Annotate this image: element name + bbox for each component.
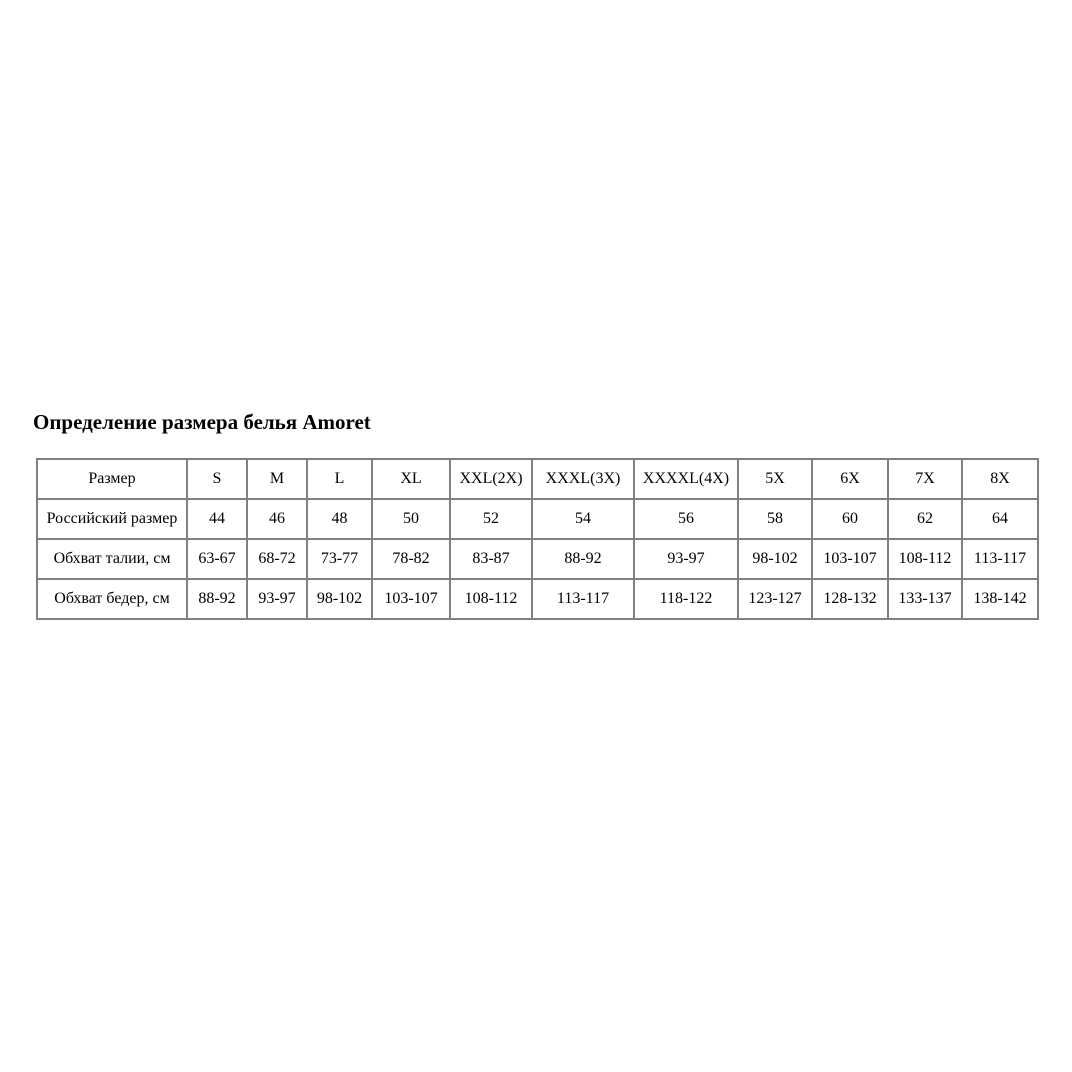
table-cell: 83-87 (450, 539, 532, 579)
table-row-waist (37, 539, 1038, 579)
table-cell: 93-97 (634, 539, 738, 579)
table-row-hips (37, 579, 1038, 619)
table-cell: 123-127 (738, 579, 812, 619)
table-cell: 60 (812, 499, 888, 539)
table-cell: 56 (634, 499, 738, 539)
table-cell: 133-137 (888, 579, 962, 619)
table-cell: 52 (450, 499, 532, 539)
table-cell: 8X (962, 459, 1038, 499)
table-cell: 118-122 (634, 579, 738, 619)
table-cell: 103-107 (812, 539, 888, 579)
table-cell: 64 (962, 499, 1038, 539)
table-cell: 113-117 (532, 579, 634, 619)
table-cell: 93-97 (247, 579, 307, 619)
table-cell: L (307, 459, 372, 499)
table-cell: 138-142 (962, 579, 1038, 619)
table-cell: 7X (888, 459, 962, 499)
table-cell: 88-92 (187, 579, 247, 619)
table-cell: 98-102 (738, 539, 812, 579)
table-cell: 108-112 (888, 539, 962, 579)
table-cell: 88-92 (532, 539, 634, 579)
size-table (36, 458, 1039, 620)
row-header-cell: Обхват бедер, см (37, 579, 187, 619)
table-cell: S (187, 459, 247, 499)
table-row-size-labels (37, 459, 1038, 499)
table-cell: 46 (247, 499, 307, 539)
page-title: Определение размера белья Amoret (33, 410, 371, 434)
table-cell: 62 (888, 499, 962, 539)
table-cell: 73-77 (307, 539, 372, 579)
table-cell: XL (372, 459, 450, 499)
table-row-russian-size (37, 499, 1038, 539)
table-cell: 44 (187, 499, 247, 539)
table-cell: 48 (307, 499, 372, 539)
table-cell: 54 (532, 499, 634, 539)
table-cell: 6X (812, 459, 888, 499)
table-cell: 58 (738, 499, 812, 539)
table-cell: M (247, 459, 307, 499)
table-cell: XXL(2X) (450, 459, 532, 499)
table-cell: 50 (372, 499, 450, 539)
row-header-cell: Российский размер (37, 499, 187, 539)
table-cell: XXXL(3X) (532, 459, 634, 499)
table-cell: 128-132 (812, 579, 888, 619)
table-cell: 5X (738, 459, 812, 499)
table-cell: 68-72 (247, 539, 307, 579)
row-header-cell: Обхват талии, см (37, 539, 187, 579)
table-cell: 108-112 (450, 579, 532, 619)
table-cell: 78-82 (372, 539, 450, 579)
table-cell: 63-67 (187, 539, 247, 579)
table-cell: 98-102 (307, 579, 372, 619)
table-cell: 103-107 (372, 579, 450, 619)
table-cell: XXXXL(4X) (634, 459, 738, 499)
row-header-cell: Размер (37, 459, 187, 499)
table-cell: 113-117 (962, 539, 1038, 579)
